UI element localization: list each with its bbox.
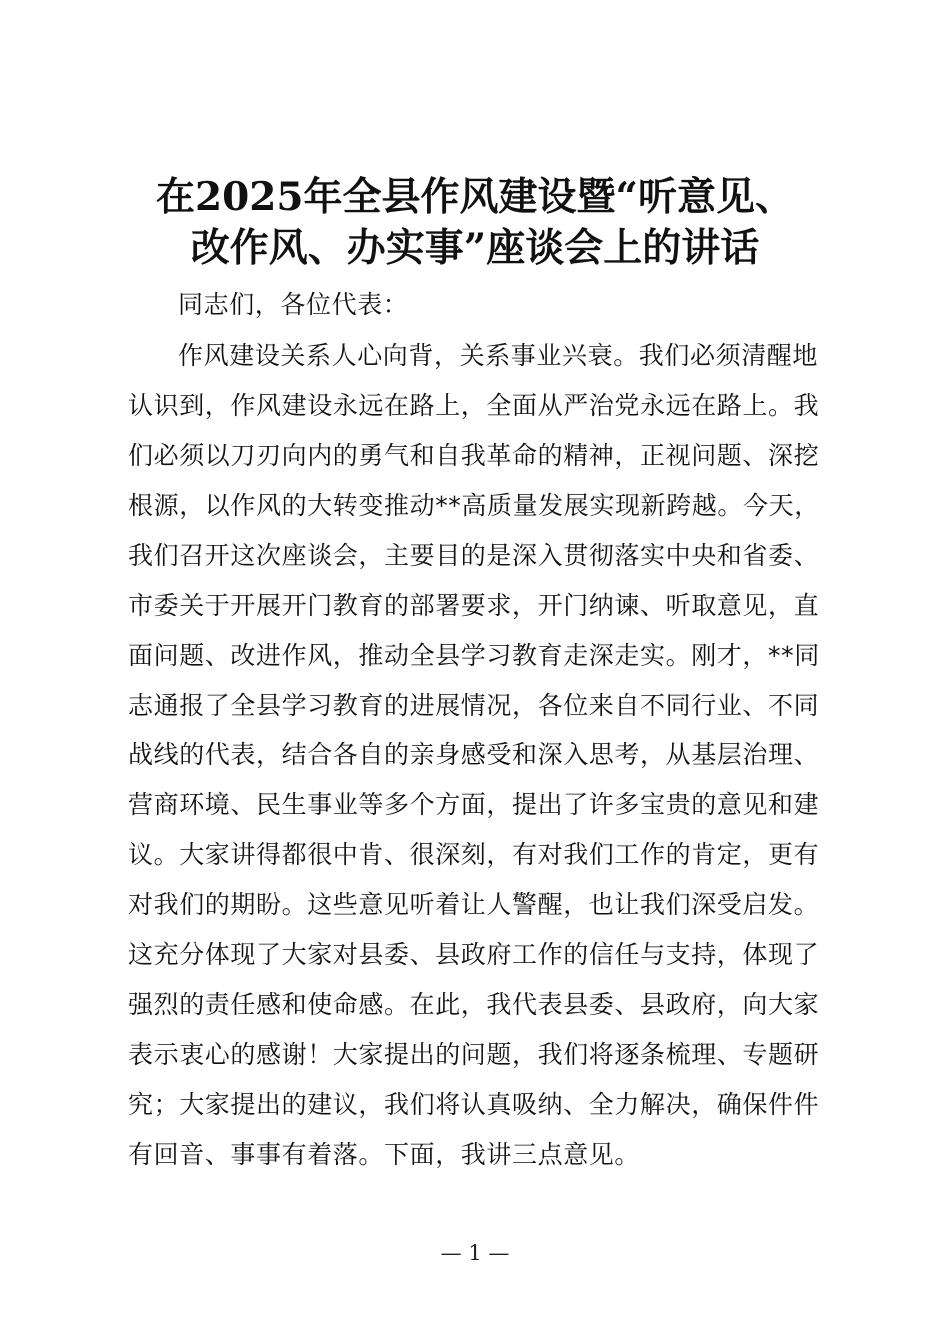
title-line-1: 在2025年全县作风建设暨“听意见、 [156,174,794,220]
paragraph-line: 这充分体现了大家对县委、县政府工作的信任与支持，体现了 [128,940,820,969]
paragraph-line: 我们召开这次座谈会，主要目的是深入贯彻落实中央和省委、 [128,541,820,570]
paragraph-line: 市委关于开展开门教育的部署要求，开门纳谏、听取意见，直 [128,591,820,620]
page-number: — 1 — [440,1241,510,1265]
paragraph-line: 表示衷心的感谢！大家提出的问题，我们将逐条梳理、专题研 [128,1040,820,1069]
paragraph-line: 究；大家提出的建议，我们将认真吸纳、全力解决，确保件件 [128,1090,820,1119]
paragraph-line: 对我们的期盼。这些意见听着让人警醒，也让我们深受启发。 [128,890,820,919]
paragraph-line: 战线的代表，结合各自的亲身感受和深入思考，从基层治理、 [128,740,820,769]
paragraph-line: 营商环境、民生事业等多个方面，提出了许多宝贵的意见和建 [128,790,820,819]
paragraph-line: 强烈的责任感和使命感。在此，我代表县委、县政府，向大家 [128,990,820,1019]
paragraph-line: 面问题、改进作风，推动全县学习教育走深走实。刚才，**同 [128,641,820,670]
paragraph-line: 根源，以作风的大转变推动**高质量发展实现新跨越。今天， [128,491,820,520]
paragraph-line: 们必须以刀刃向内的勇气和自我革命的精神，正视问题、深挖 [128,441,820,470]
paragraph-line: 议。大家讲得都很中肯、很深刻，有对我们工作的肯定，更有 [128,840,820,869]
title-line-2: 改作风、办实事”座谈会上的讲话 [190,225,760,271]
paragraph-line: 认识到，作风建设永远在路上，全面从严治党永远在路上。我 [128,391,820,420]
paragraph-line: 作风建设关系人心向背，关系事业兴衰。我们必须清醒地 [178,341,819,370]
salutation: 同志们，各位代表： [178,290,409,319]
paragraph-line: 志通报了全县学习教育的进展情况，各位来自不同行业、不同 [128,691,820,720]
paragraph-line: 有回音、事事有着落。下面，我讲三点意见。 [128,1140,641,1169]
document-title [100,172,850,274]
